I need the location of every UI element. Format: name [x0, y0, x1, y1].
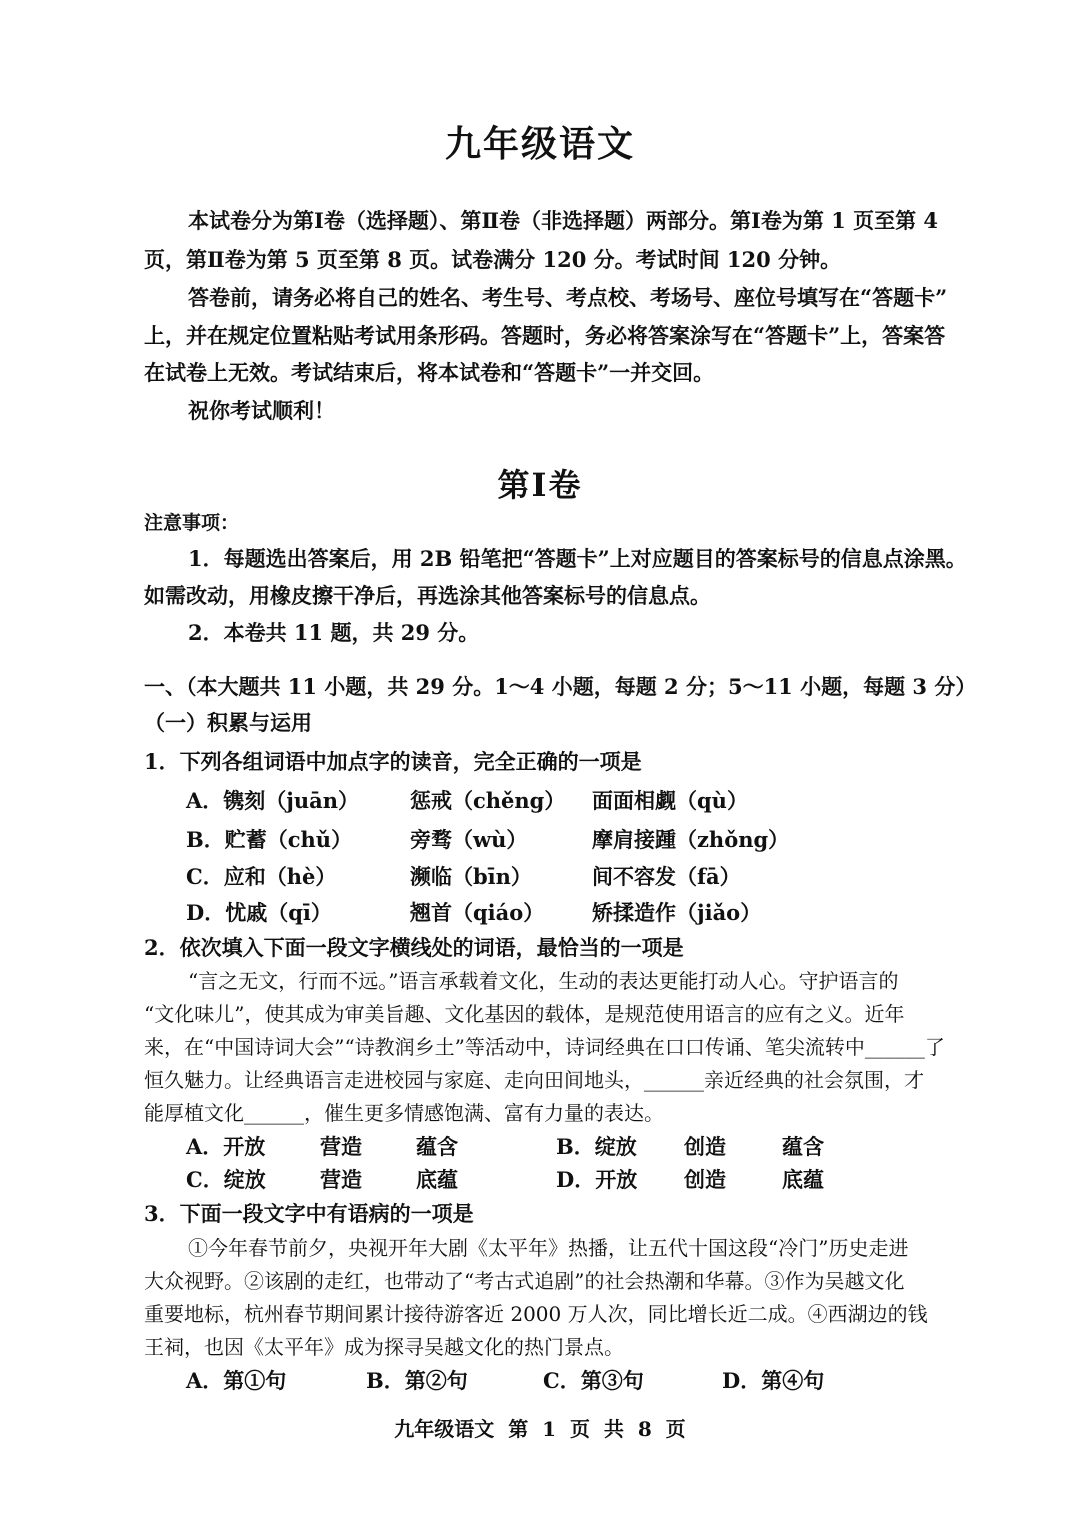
subsection-heading: （一）积累与运用: [144, 710, 312, 735]
intro-line: 页，第Ⅱ卷为第 5 页至第 8 页。试卷满分 120 分。考试时间 120 分钟。: [144, 247, 842, 272]
q1-option-b-word2: 旁骛（wù）: [410, 827, 528, 852]
question-1-stem: 1．下列各组词语中加点字的读音，完全正确的一项是: [144, 749, 642, 774]
q2-option-a-word2: 营造: [320, 1134, 362, 1159]
q1-option-d-word2: 翘首（qiáo）: [410, 900, 545, 925]
intro-line: 在试卷上无效。考试结束后，将本试卷和“答题卡”一并交回。: [144, 360, 715, 385]
intro-line: 本试卷分为第Ⅰ卷（选择题）、第Ⅱ卷（非选择题）两部分。第Ⅰ卷为第 1 页至第 4: [188, 208, 938, 233]
q3-option-a: A．第①句: [186, 1368, 287, 1393]
q3-passage-line: ①今年春节前夕，央视开年大剧《太平年》热播，让五代十国这段“冷门”历史走进: [188, 1236, 909, 1260]
q3-passage-line: 王祠，也因《太平年》成为探寻吴越文化的热门景点。: [144, 1335, 624, 1359]
page-title: 九年级语文: [444, 123, 635, 165]
q1-option-c-word3: 间不容发（fā）: [592, 864, 741, 889]
q2-passage-line: 来，在“中国诗词大会”“诗教润乡土”等活动中，诗词经典在口口传诵、笔尖流转中______了: [144, 1035, 945, 1059]
q1-option-d-word3: 矫揉造作（jiǎo）: [592, 900, 762, 925]
q1-option-c-word2: 濒临（bīn）: [410, 864, 532, 889]
q2-option-c: C．绽放: [186, 1167, 266, 1192]
note-line: 2．本卷共 11 题，共 29 分。: [188, 620, 480, 645]
page-footer: 九年级语文 第 1 页 共 8 页: [394, 1417, 686, 1441]
q2-option-d-word3: 底蕴: [782, 1167, 824, 1192]
q2-option-c-word2: 营造: [320, 1167, 362, 1192]
intro-line: 答卷前，请务必将自己的姓名、考生号、考点校、考场号、座位号填写在“答题卡”: [188, 285, 948, 310]
q2-option-d: D．开放: [556, 1167, 638, 1192]
volume-title: 第Ⅰ卷: [497, 466, 583, 504]
q3-passage-line: 大众视野。②该剧的走红，也带动了“考古式追剧”的社会热潮和华幕。③作为吴越文化: [144, 1269, 905, 1293]
q1-option-a-word2: 惩戒（chěng）: [410, 788, 566, 813]
q2-option-b-word3: 蕴含: [782, 1134, 824, 1159]
q2-passage-line: 能厚植文化______，催生更多情感饱满、富有力量的表达。: [144, 1101, 664, 1125]
intro-wish: 祝你考试顺利！: [188, 398, 335, 423]
q2-option-d-word2: 创造: [684, 1167, 726, 1192]
q1-option-a-word3: 面面相觑（qù）: [592, 788, 748, 813]
q3-passage-line: 重要地标，杭州春节期间累计接待游客近 2000 万人次，同比增长近二成。④西湖边的钱: [144, 1302, 928, 1326]
q1-option-c: C．应和（hè）: [186, 864, 337, 889]
section-heading: 一、（本大题共 11 小题，共 29 分。1～4 小题，每题 2 分；5～11 小题，每题 3 分）: [144, 674, 977, 699]
q2-option-a-word3: 蕴含: [416, 1134, 458, 1159]
q1-option-a: A．镌刻（juān）: [186, 788, 360, 813]
q2-option-b: B．绽放: [556, 1134, 637, 1159]
question-3-stem: 3．下面一段文字中有语病的一项是: [144, 1201, 474, 1226]
q2-option-c-word3: 底蕴: [416, 1167, 458, 1192]
question-2-stem: 2．依次填入下面一段文字横线处的词语，最恰当的一项是: [144, 935, 684, 960]
note-line: 如需改动，用橡皮擦干净后，再选涂其他答案标号的信息点。: [144, 583, 711, 608]
note-line: 1．每题选出答案后，用 2B 铅笔把“答题卡”上对应题目的答案标号的信息点涂黑。: [188, 546, 967, 571]
intro-line: 上，并在规定位置粘贴考试用条形码。答题时，务必将答案涂写在“答题卡”上，答案答: [144, 323, 946, 348]
notes-heading: 注意事项：: [144, 512, 240, 534]
q3-option-d: D．第④句: [722, 1368, 825, 1393]
q2-option-b-word2: 创造: [684, 1134, 726, 1159]
q1-option-b: B．贮蓄（chǔ）: [186, 827, 353, 852]
q2-passage-line: “文化味儿”，使其成为审美旨趣、文化基因的载体，是规范使用语言的应有之义。近年: [144, 1002, 905, 1026]
q3-option-b: B．第②句: [366, 1368, 468, 1393]
q2-option-a: A．开放: [186, 1134, 266, 1159]
q1-option-b-word3: 摩肩接踵（zhǒng）: [592, 827, 790, 852]
q2-passage-line: 恒久魅力。让经典语言走进校园与家庭、走向田间地头，______亲近经典的社会氛围，才: [144, 1068, 924, 1092]
q1-option-d: D．忧戚（qī）: [186, 900, 332, 925]
q3-option-c: C．第③句: [543, 1368, 644, 1393]
q2-passage-line: “言之无文，行而不远。”语言承载着文化，生动的表达更能打动人心。守护语言的: [188, 969, 899, 993]
